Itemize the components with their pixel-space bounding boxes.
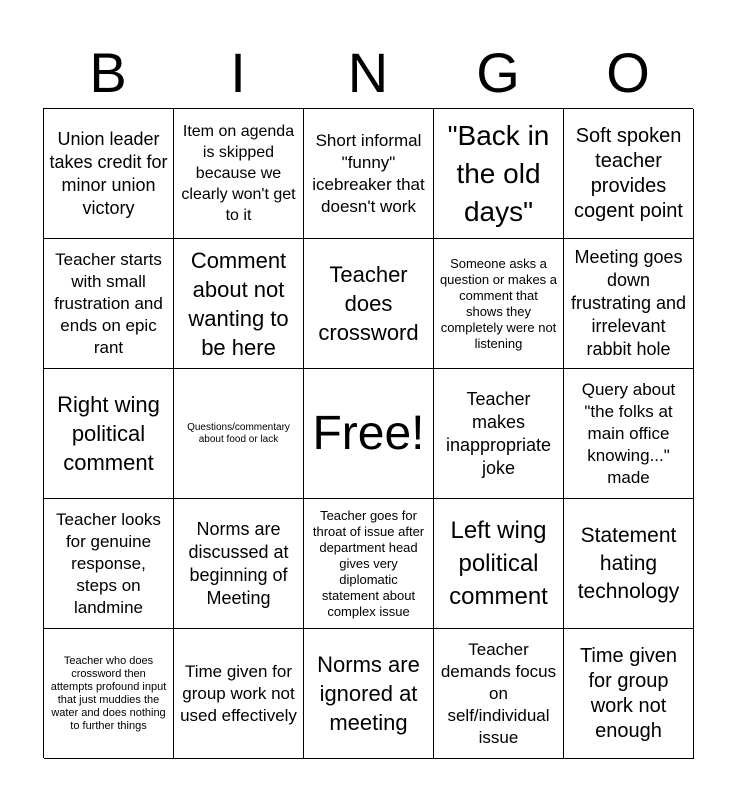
bingo-cell-r3-c5[interactable]	[564, 369, 694, 499]
bingo-cell-r5-c4[interactable]	[434, 629, 564, 759]
cell-text: Someone asks a question or makes a comment that shows they completely were not listening	[439, 255, 558, 351]
cell-text: Item on agenda is skipped because we clearly won't get to it	[181, 123, 296, 224]
cell-text: Query about "the folks at main office knowing..." made	[581, 379, 676, 487]
bingo-cell-r2-c5[interactable]	[564, 239, 694, 369]
bingo-cell-r2-c4[interactable]	[434, 239, 564, 369]
cell-text: Norms are discussed at beginning of Meeting	[188, 518, 289, 608]
bingo-cell-r4-c5[interactable]	[564, 499, 694, 629]
header-letter-g: G	[476, 41, 520, 104]
cell-text: Union leader takes credit for minor union victory	[49, 128, 168, 218]
bingo-cell-r4-c2[interactable]	[174, 499, 304, 629]
cell-text: Teacher makes inappropriate joke	[445, 388, 552, 478]
header-letter-i: I	[230, 41, 246, 104]
bingo-cell-r1-c2[interactable]	[174, 109, 304, 239]
bingo-cell-r1-c3[interactable]	[304, 109, 434, 239]
cell-text: Right wing political comment	[57, 392, 160, 475]
bingo-cell-r5-c2[interactable]	[174, 629, 304, 759]
bingo-cell-r1-c5[interactable]	[564, 109, 694, 239]
bingo-cell-r1-c4[interactable]	[434, 109, 564, 239]
cell-text: Time given for group work not used effectively	[180, 661, 297, 725]
bingo-cell-r1-c1[interactable]	[44, 109, 174, 239]
cell-text: Statement hating technology	[577, 523, 680, 603]
bingo-cell-r3-c2[interactable]	[174, 369, 304, 499]
header-letter-n: N	[347, 41, 389, 104]
bingo-cell-r2-c1[interactable]	[44, 239, 174, 369]
cell-text: Norms are ignored at meeting	[317, 652, 420, 735]
cell-text: Time given for group work not enough	[579, 644, 678, 742]
cell-text: Teacher goes for throat of issue after department head gives very diplomatic statement about complex issue	[312, 507, 425, 619]
cell-text: Teacher starts with small frustration and ends on epic rant	[54, 249, 163, 357]
cell-text: Comment about not wanting to be here	[188, 247, 289, 360]
bingo-cell-r2-c3[interactable]	[304, 239, 434, 369]
cell-text: Teacher looks for genuine response, steps on landmine	[56, 509, 161, 617]
bingo-cell-r5-c3[interactable]	[304, 629, 434, 759]
cell-text: Questions/commentary about food or lack	[187, 421, 290, 445]
cell-text: Teacher demands focus on self/individual issue	[440, 639, 557, 747]
cell-text: Teacher who does crossword then attempts profound input that just muddies the water and does nothing to further things	[50, 654, 167, 732]
bingo-cell-r3-c1[interactable]	[44, 369, 174, 499]
bingo-cell-r4-c3[interactable]	[304, 499, 434, 629]
header-letter-o: O	[606, 41, 650, 104]
bingo-cell-r4-c1[interactable]	[44, 499, 174, 629]
cell-text: "Back in the old days"	[447, 119, 550, 227]
cell-text: Short informal "funny" icebreaker that doesn't work	[312, 130, 425, 216]
cell-text: Left wing political comment	[449, 517, 548, 610]
free-space-text: Free!	[312, 406, 425, 460]
cell-text: Teacher does crossword	[318, 262, 419, 345]
cell-text: Meeting goes down frustrating and irrelevant rabbit hole	[570, 247, 687, 359]
bingo-cell-r5-c5[interactable]	[564, 629, 694, 759]
bingo-board	[43, 108, 693, 758]
bingo-cell-free[interactable]	[304, 369, 434, 499]
cell-text: Soft spoken teacher provides cogent point	[574, 124, 683, 222]
bingo-cell-r4-c4[interactable]	[434, 499, 564, 629]
bingo-cell-r5-c1[interactable]	[44, 629, 174, 759]
bingo-header	[43, 40, 693, 106]
bingo-cell-r2-c2[interactable]	[174, 239, 304, 369]
bingo-cell-r3-c4[interactable]	[434, 369, 564, 499]
header-letter-b: B	[89, 41, 127, 104]
